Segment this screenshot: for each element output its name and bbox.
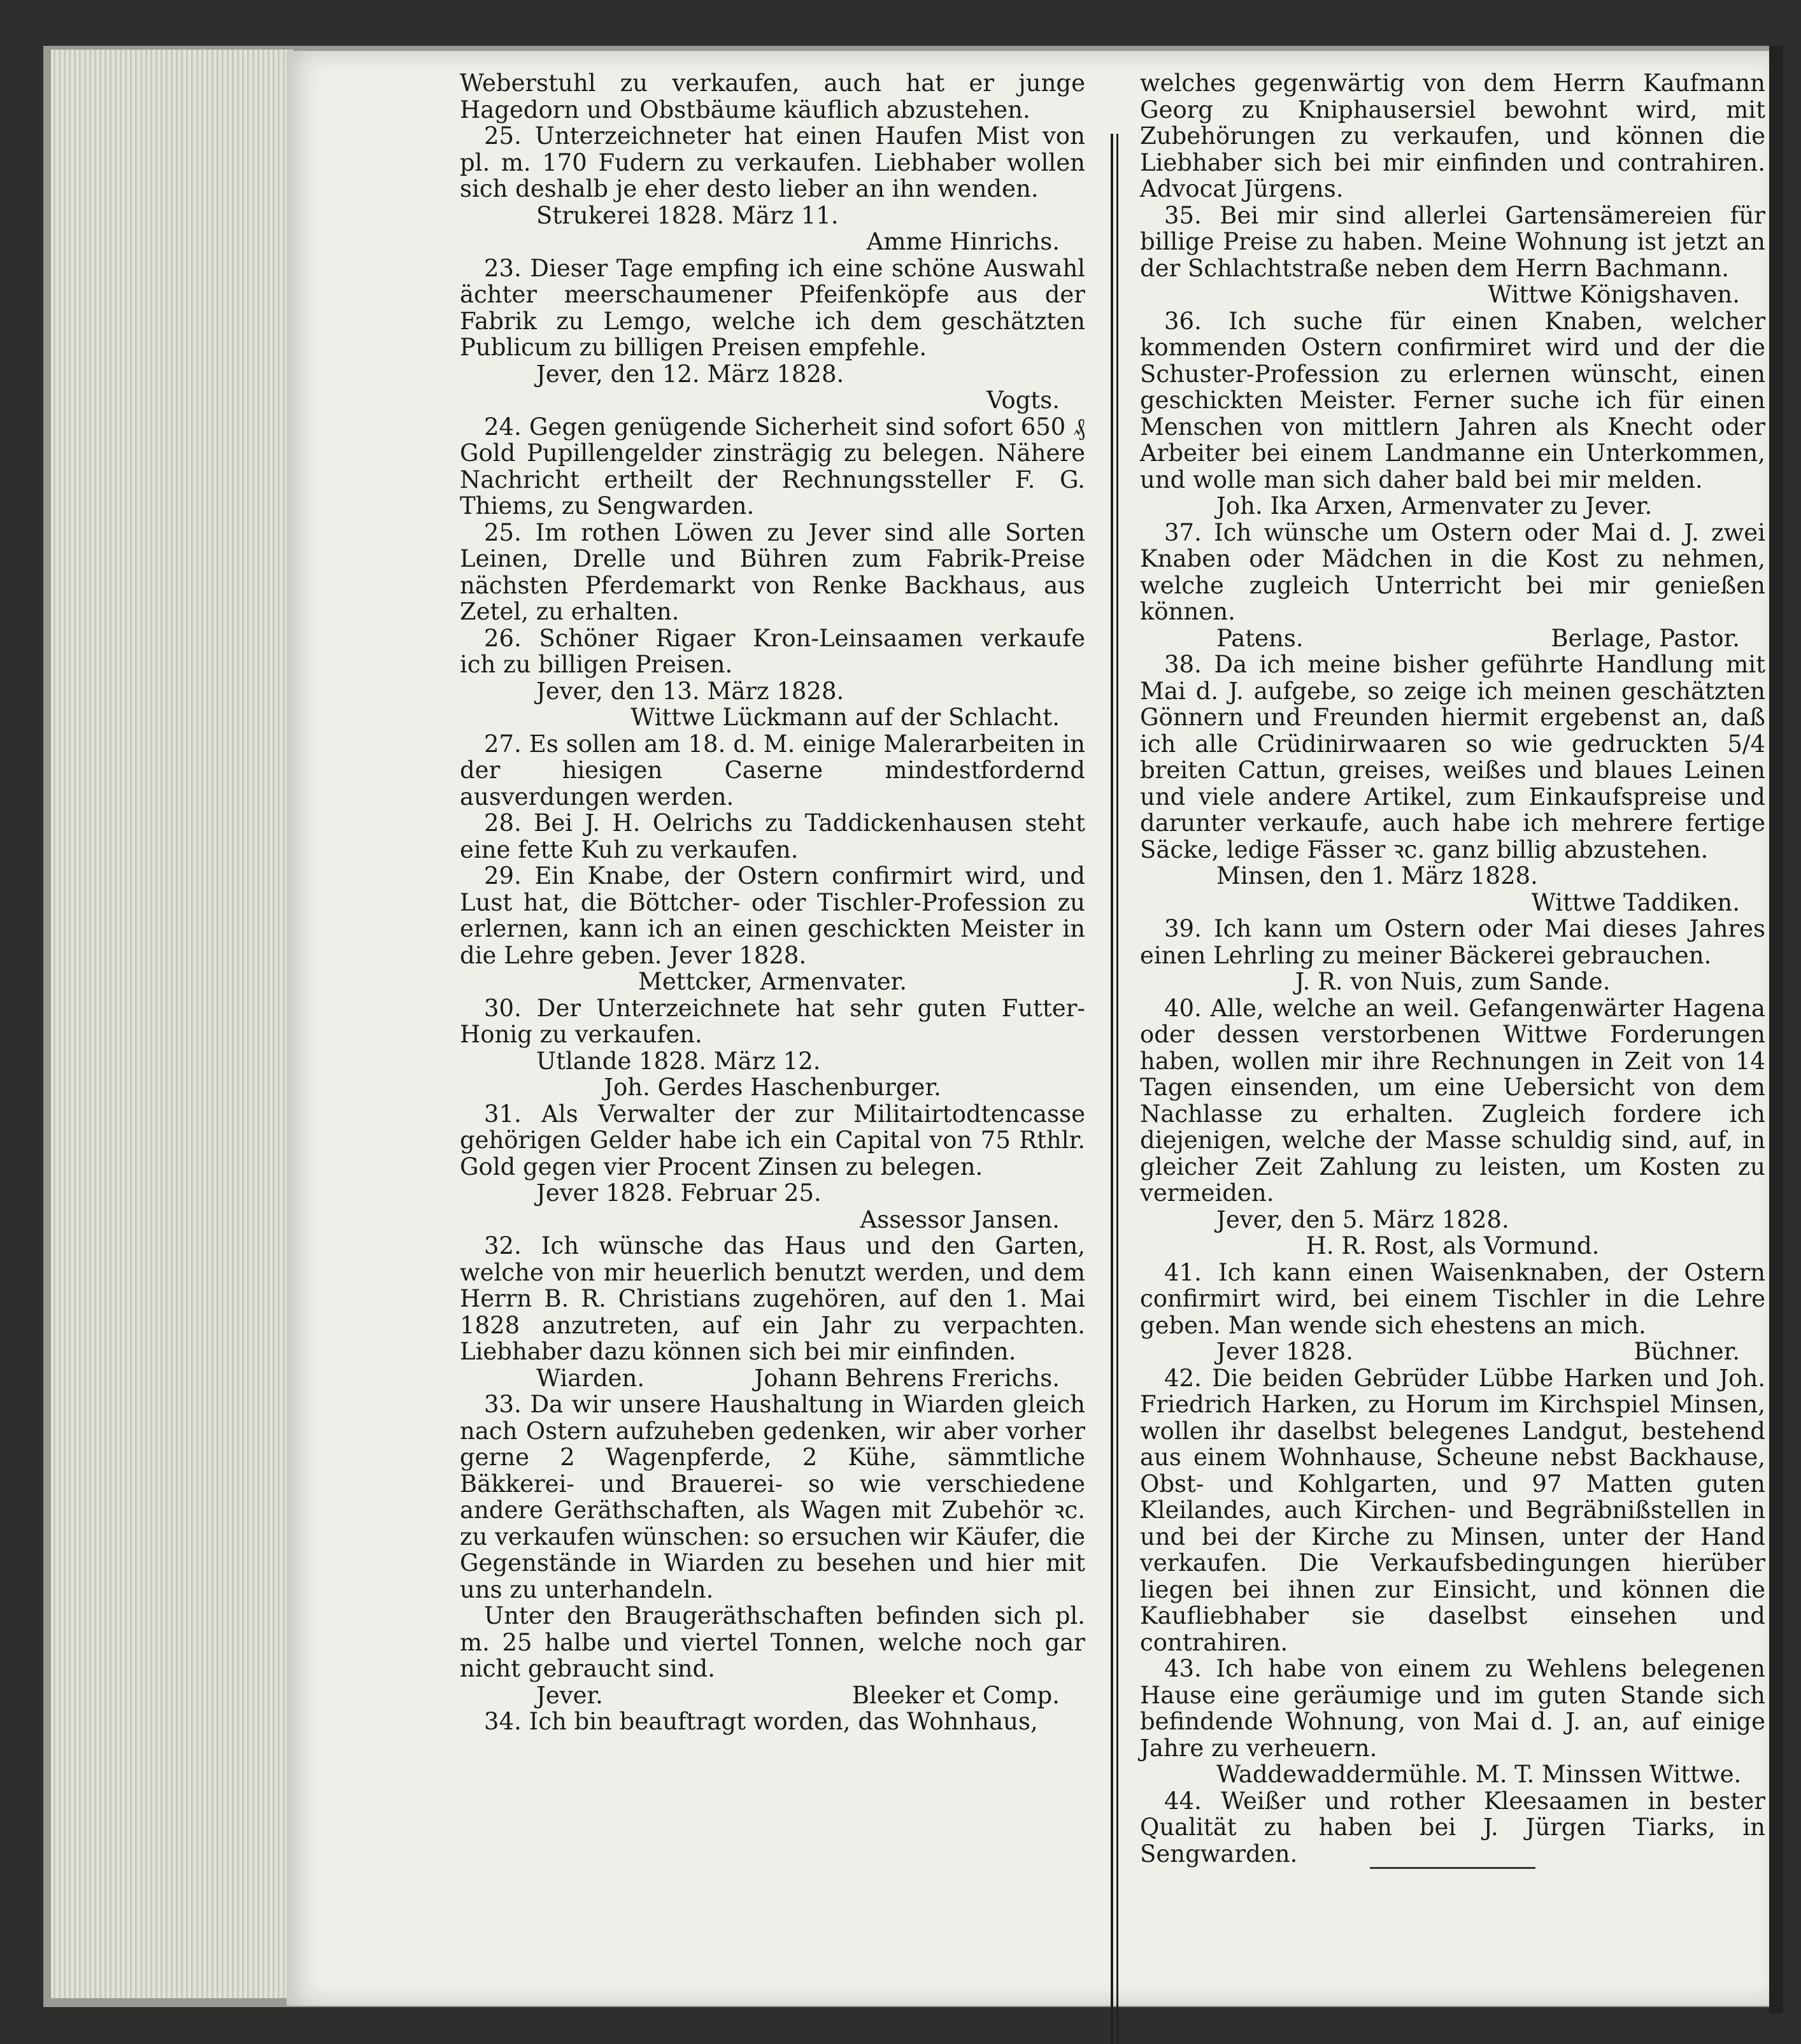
signature-line: Assessor Jansen. (860, 1205, 1060, 1233)
advertisement-entry: 41. Ich kann einen Waisenknaben, der Ostern confirmirt wird, bei einem Tischler in die Lehre geben. Man wende sich ehestens an mich. (1140, 1258, 1765, 1339)
advertisement-entry: 25. Im rothen Löwen zu Jever sind alle Sorten Leinen, Drelle und Bühren zum Fabrik-Preise nächsten Pferdemarkt von Renke Backhaus, aus Zetel, zu erhalten. (460, 518, 1085, 625)
place-date-line: Jever, den 12. März 1828. (536, 360, 844, 388)
place-date-line: Strukerei 1828. März 11. (536, 201, 839, 229)
place-date-line: Joh. Ika Arxen, Armenvater zu Jever. (1216, 492, 1653, 520)
advertisement-entry: 37. Ich wünsche um Ostern oder Mai d. J. zwei Knaben oder Mädchen in die Kost zu nehmen, welche zugleich Unterricht bei mir genießen können. (1140, 518, 1765, 625)
place-date: Wiarden. (536, 1364, 645, 1392)
place-date-line: Jever, den 13. März 1828. (536, 677, 844, 705)
signature-line (460, 1682, 1085, 1709)
advertisement-entry: 26. Schöner Rigaer Kron-Leinsaamen verkaufe ich zu billigen Preisen. (460, 624, 1085, 678)
advertisement-entry: 34. Ich bin beauftragt worden, das Wohnhaus, (484, 1708, 1038, 1735)
text-line: Weberstuhl zu verkaufen, auch hat er junge Hagedorn und Obstbäume käuflich abzustehen. (460, 69, 1085, 124)
advertisement-entry: 44. Weißer und rother Kleesaamen in bester Qualität zu haben bei J. Jürgen Tiarks, in Sengwarden. (1140, 1787, 1765, 1868)
signature-line: Wittwe Taddiken. (1531, 888, 1740, 916)
signature-line: Joh. Gerdes Haschenburger. (604, 1074, 941, 1101)
signature-line (1140, 1338, 1765, 1365)
signature-line (460, 1365, 1085, 1392)
advertisement-entry: 23. Dieser Tage empfing ich eine schöne Auswahl ächter meerschaumener Pfeifenköpfe aus der Fabrik zu Lemgo, welche ich dem geschätzten Publicum zu billigen Preisen empfehle. (460, 254, 1085, 361)
advertisement-entry: 29. Ein Knabe, der Ostern confirmirt wird, und Lust hat, die Böttcher- oder Tischler-Profession zu erlernen, kann ich an einen geschickten Meister in die Lehre geben. Jever 1828. (460, 862, 1085, 969)
signatory: Berlage, Pastor. (1551, 624, 1740, 652)
advertisement-entry: Unter den Braugeräthschaften befinden sich pl. m. 25 halbe und viertel Tonnen, welche noch gar nicht gebraucht sind. (460, 1602, 1085, 1682)
advertisement-entry: 28. Bei J. H. Oelrichs zu Taddickenhausen steht eine fette Kuh zu verkaufen. (460, 809, 1085, 863)
place-date: Jever 1828. (1216, 1338, 1353, 1365)
advertisement-entry: 30. Der Unterzeichnete hat sehr guten Futter-Honig zu verkaufen. (460, 994, 1085, 1048)
signature-line (1140, 625, 1765, 652)
advertisement-entry: 36. Ich suche für einen Knaben, welcher kommenden Ostern confirmiret wird und der die Schuster-Profession zu erlernen wünscht, einen geschickten Meister. Ferner suche ich für einen Menschen von mittlern Jahren als Knecht oder Arbeiter bei einem Landmanne ein Unterkommen, und wolle man sich daher bald bei mir melden. (1140, 307, 1765, 493)
advertisement-entry: 32. Ich wünsche das Haus und den Garten, welche von mir heuerlich benutzt werden, und dem Herrn B. R. Christians zugehören, auf den 1. Mai 1828 anzutreten, auf ein Jahr zu verpachten. Liebhaber dazu können sich bei mir einfinden. (460, 1232, 1085, 1365)
signature-line: Vogts. (986, 387, 1060, 414)
advertisement-entry: 43. Ich habe von einem zu Wehlens belegenen Hause eine geräumige und im guten Stande sich befindende Wohnung, von Mai d. J. an, auf einige Jahre zu verheuern. (1140, 1655, 1765, 1762)
place-date: Patens. (1216, 624, 1304, 652)
advertisement-entry: 33. Da wir unsere Haushaltung in Wiarden gleich nach Ostern aufzuheben gedenken, wir aber vorher gerne 2 Wagenpferde, 2 Kühe, sämmtliche Bäkkerei- und Brauerei- so wie verschiedene andere Geräthschaften, als Wagen mit Zubehör ꝛc. zu verkaufen wünschen: so ersuchen wir Käufer, die Gegenstände in Wiarden zu besehen und hier mit uns zu unterhandeln. (460, 1391, 1085, 1603)
advertisement-entry: 42. Die beiden Gebrüder Lübbe Harken und Joh. Friedrich Harken, zu Horum im Kirchspiel Minsen, wollen ihr daselbst belegenes Landgut, bestehend aus einem Wohnhause, Scheune nebst Backhause, Obst- und Kohlgarten, und 97 Matten guten Kleilandes, auch Kirchen- und Begräbnißstellen in und bei der Kirche zu Minsen, unter der Hand verkaufen. Die Verkaufsbedingungen hierüber liegen bei ihnen zur Einsicht, und können die Kaufliebhaber sie daselbst einsehen und contrahiren. (1140, 1364, 1765, 1656)
signatory: Büchner. (1634, 1338, 1740, 1365)
advertisement-entry: 25. Unterzeichneter hat einen Haufen Mist von pl. m. 170 Fudern zu verkaufen. Liebhaber wollen sich deshalb je eher desto lieber an ihn wenden. (460, 122, 1085, 202)
advertisement-entry: 38. Da ich meine bisher geführte Handlung mit Mai d. J. aufgebe, so zeige ich meinen geschätzten Gönnern und Freunden hiermit ergebenst an, daß ich alle Crüdinirwaaren so wie gedruckten 5/4 breiten Cattun, greises, weißes und blaues Leinen und viele andere Artikel, zum Einkaufspreise und darunter verkaufe, auch habe ich mehrere fertige Säcke, ledige Fässer ꝛc. ganz billig abzustehen. (1140, 651, 1765, 863)
column-divider (1111, 134, 1118, 2044)
signature-line: Wittwe Königshaven. (1488, 281, 1740, 308)
right-column (1140, 70, 1765, 1869)
signature-line: Amme Hinrichs. (866, 228, 1060, 255)
place-date-line: Jever, den 5. März 1828. (1216, 1205, 1509, 1233)
signatory: Johann Behrens Frerichs. (754, 1364, 1060, 1392)
advertisement-entry: 24. Gegen genügende Sicherheit sind sofort 650 ₰ Gold Pupillengelder zinsträgig zu belegen. Nähere Nachricht ertheilt der Rechnungssteller F. G. Thiems, zu Sengwarden. (460, 413, 1085, 520)
signature-line: Mettcker, Armenvater. (637, 968, 908, 995)
end-rule (1370, 1867, 1535, 1869)
left-column (460, 70, 1085, 1735)
advertisement-entry: 39. Ich kann um Ostern oder Mai dieses Jahres einen Lehrling zu meiner Bäckerei gebrauchen. (1140, 915, 1765, 969)
signature-line: J. R. von Nuis, zum Sande. (1295, 968, 1611, 995)
advertisement-entry: 27. Es sollen am 18. d. M. einige Malerarbeiten in der hiesigen Caserne mindestfordernd ausverdungen werden. (460, 730, 1085, 811)
gutter-shadow (1769, 46, 1783, 2013)
place-date-line: Utlande 1828. März 12. (536, 1047, 821, 1075)
advertisement-entry: 40. Alle, welche an weil. Gefangenwärter Hagena oder dessen verstorbenen Wittwe Forderungen haben, wollen mir ihre Rechnungen in Zeit von 14 Tagen einsenden, um eine Uebersicht von dem Nachlasse zu erhalten. Zugleich fordere ich diejenigen, welche der Masse schuldig sind, auf, in gleicher Zeit Zahlung zu leisten, um Kosten zu vermeiden. (1140, 994, 1765, 1207)
advertisement-entry: 35. Bei mir sind allerlei Gartensämereien für billige Preise zu haben. Meine Wohnung ist jetzt an der Schlachtstraße neben dem Herrn Bachmann. (1140, 201, 1765, 282)
text-line: welches gegenwärtig von dem Herrn Kaufmann Georg zu Kniphausersiel bewohnt wird, mit Zubehörungen zu verkaufen, und können die Liebhaber sich bei mir einfinden und contrahiren. Advocat Jürgens. (1140, 69, 1765, 202)
page-stack-edge (51, 50, 293, 1998)
place-date-line: Waddewaddermühle. M. T. Minssen Wittwe. (1216, 1761, 1742, 1788)
signature-line: Wittwe Lückmann auf der Schlacht. (630, 704, 1060, 731)
place-date: Jever. (536, 1681, 603, 1709)
signatory: Bleeker et Comp. (851, 1681, 1060, 1709)
place-date-line: Minsen, den 1. März 1828. (1216, 862, 1538, 890)
signature-line: H. R. Rost, als Vormund. (1306, 1232, 1600, 1260)
place-date-line: Jever 1828. Februar 25. (536, 1179, 822, 1207)
advertisement-entry: 31. Als Verwalter der zur Militairtodtencasse gehörigen Gelder habe ich ein Capital von 75 Rthlr. Gold gegen vier Procent Zinsen zu belegen. (460, 1100, 1085, 1181)
